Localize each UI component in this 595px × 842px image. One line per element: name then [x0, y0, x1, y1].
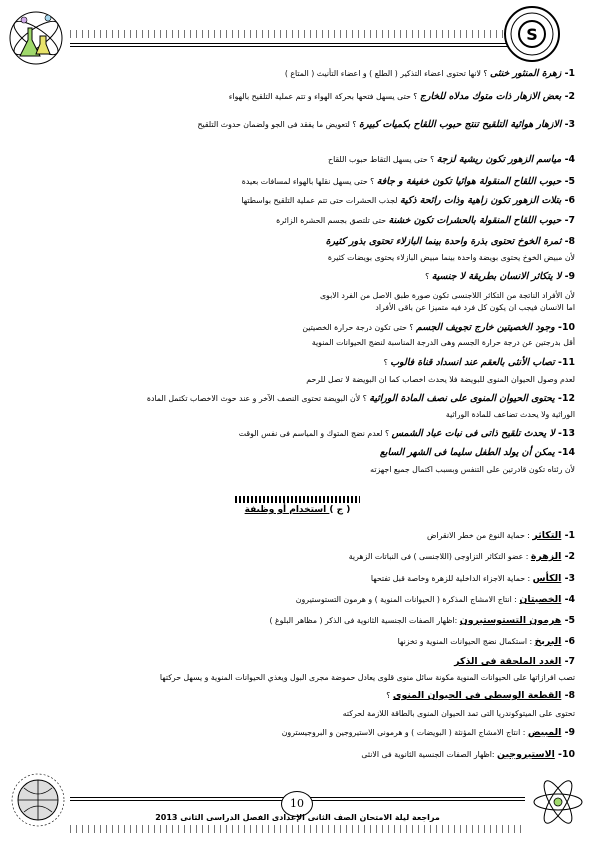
page-number: 10	[281, 791, 313, 817]
section-label: استخدام أو وظيفة	[244, 505, 330, 515]
item-number: 4-	[561, 594, 575, 605]
item-text: ؟ حتى يسهل نقلها بالهواء لمسافات بعيدة	[241, 177, 377, 186]
explanation-line	[15, 68, 575, 79]
item-text: ؟ لأن البويضة تحتوى النصف الآخر و عند حوث الاخصاب تكتمل المادة	[146, 394, 370, 403]
item-text: ؟ حتى تكون درجة حرارة الخصيتين	[302, 323, 416, 332]
use-line	[15, 594, 575, 605]
explanation-line	[15, 374, 575, 385]
item-number: 1-	[561, 530, 575, 541]
explanation-line	[15, 271, 575, 282]
explanation-line	[15, 302, 575, 313]
item-term: تصاب الأنثى بالعقم عند انسداد قناة فالوب	[390, 357, 555, 368]
explanation-line	[15, 154, 575, 165]
item-number: 3-	[561, 119, 575, 130]
use-line	[15, 749, 575, 760]
footer-text: مراجعة ليلة الامتحان الصف الثانى الإعدادى الفصل الدراسى الثانى 2013	[155, 813, 440, 822]
explanation-line	[15, 322, 575, 333]
item-text: : انتاج الامشاج المؤنثة ( البويضات ) و هرمونى الاستيروجين و البروجيسترون	[281, 728, 528, 737]
item-number: 14-	[554, 447, 575, 458]
item-text: ؟	[425, 272, 432, 281]
item-text: لأن رئتاه تكون قادرتين على التنفس وبسبب اكتمال جميع اجهزته	[370, 465, 575, 474]
use-line	[15, 708, 575, 719]
item-term: الغدد الملحقة فى الذكر	[454, 656, 562, 667]
explanation-line	[15, 447, 575, 458]
item-number: 13-	[554, 428, 575, 439]
item-text: ؟ لتعويض ما يفقد فى الجو ولضمان حدوث التلقيح	[197, 120, 360, 129]
item-text: أقل بدرجتين عن درجة حرارة الجسم وهى الدرجة المناسبة لنضج الحيوانات المنوية	[311, 338, 575, 347]
section-heading-text	[235, 505, 360, 515]
item-number: 3-	[561, 573, 575, 584]
item-term: زهرة المنثور خنثى	[490, 68, 562, 79]
explanation-line	[15, 91, 575, 102]
item-number: 5-	[561, 176, 575, 187]
section-heading	[235, 496, 360, 522]
globe-logo-icon	[8, 770, 68, 830]
item-text: الوراثية ولا يحدث تضاعف للمادة الوراثية	[445, 410, 575, 419]
explanation-line	[15, 236, 575, 247]
item-term: وجود الخصيتين خارج تجويف الجسم	[415, 322, 555, 333]
item-term: يحتوى الحيوان المنوى على نصف المادة الوراثية	[369, 393, 555, 404]
item-text: ؟ حتى يسهل التقاط حبوب اللقاح	[328, 155, 437, 164]
item-text: : عضو التكاثر التزاوجى (اللاجنسى ) فى النباتات الزهرية	[348, 552, 531, 561]
item-text: لجذب الحشرات حتى تتم عملية التلقيح بواسطتها	[241, 196, 401, 205]
item-term: التكاثر	[532, 530, 562, 541]
item-number: 6-	[561, 636, 575, 647]
explanation-line	[15, 393, 575, 404]
use-line	[15, 656, 575, 667]
explanation-line	[15, 290, 575, 301]
school-seal-logo-icon	[502, 4, 562, 64]
item-term: الخصيتان	[519, 594, 562, 605]
item-number: 5-	[561, 615, 575, 626]
item-text: :اظهار الصفات الجنسية الثانوية فى الانثى	[361, 750, 498, 759]
explanation-line	[15, 357, 575, 368]
item-term: يمكن أن يولد الطفل سليما فى الشهر السابع	[379, 447, 555, 458]
item-text: ؟	[386, 691, 393, 700]
item-text: لأن مبيض الخوخ يحتوى بويضة واحدة بينما مبيض البازلاء يحتوى بويضات كثيرة	[327, 253, 575, 262]
section-letter: ( ج )	[329, 505, 351, 515]
item-text: تحتوى على الميتوكوندريا التى تمد الحيوان المنوى بالطاقة اللازمة لحركته	[342, 709, 575, 718]
item-number: 1-	[561, 68, 575, 79]
explanation-line	[15, 119, 575, 130]
item-text: ؟	[383, 358, 391, 367]
science-flask-logo-icon	[6, 8, 66, 68]
item-term: هرمون التستوستيرون	[459, 615, 562, 626]
item-text: لعدم وصول الحيوان المنوى للبويضة فلا يحدث اخصاب كما ان البويضة لا تصل للرحم	[306, 375, 575, 384]
item-number: 10-	[554, 322, 575, 333]
item-term: لا يحدث تلقيح ذاتى فى نبات عباد الشمس	[391, 428, 555, 439]
header-dotted-border	[70, 30, 525, 38]
item-number: 7-	[561, 656, 575, 667]
item-term: بعض الازهار ذات متوك مدلاه للخارج	[419, 91, 562, 102]
item-number: 12-	[554, 393, 575, 404]
item-text: ؟ حتى يسهل فتحها بحركة الهواء و تتم عملية التلقيح بالهواء	[228, 92, 420, 101]
item-text: : حماية الاجزاء الداخلية للزهرة وخاصة قبل تفتحها	[370, 574, 533, 583]
item-number: 8-	[561, 690, 575, 701]
item-term: حبوب اللقاح المنقولة بالحشرات تكون خشنة	[388, 215, 562, 226]
use-line	[15, 573, 575, 584]
use-line	[15, 727, 575, 738]
item-text: : انتاج الامشاج المذكرة ( الحيوانات المنوية ) و هرمون التستوستيرون	[295, 595, 520, 604]
explanation-line	[15, 464, 575, 475]
section-dotted-bar	[235, 496, 360, 503]
item-text: :اظهار الصفات الجنسية الثانوية فى الذكر ( مظاهر البلوغ )	[269, 616, 460, 625]
item-number: 9-	[561, 271, 575, 282]
item-term: مياسم الزهور تكون ريشية لزجة	[436, 154, 562, 165]
use-line	[15, 615, 575, 626]
item-number: 9-	[561, 727, 575, 738]
item-term: الازهار هوائية التلقيح تنتج حبوب اللقاح بكميات كبيرة	[359, 119, 562, 130]
use-line	[15, 636, 575, 647]
item-number: 2-	[561, 551, 575, 562]
explanation-line	[15, 337, 575, 348]
use-line	[15, 672, 575, 683]
item-text: اما الانسان فيجب ان يكون كل فرد فيه متميزا عن باقى الأفراد	[375, 303, 575, 312]
item-text: ؟ لانها تحتوى اعضاء التذكير ( الطلع ) و اعضاء التأنيث ( المتاع )	[284, 69, 491, 78]
explanation-line	[15, 176, 575, 187]
explanation-line	[15, 215, 575, 226]
use-line	[15, 551, 575, 562]
item-term: الاستيروجين	[497, 749, 555, 760]
item-term: الزهرة	[530, 551, 562, 562]
item-term: حبوب اللقاح المنقولة هوائيا تكون خفيفة و جافة	[376, 176, 562, 187]
use-line	[15, 530, 575, 541]
item-text: : حماية النوع من خطر الانقراض	[427, 531, 533, 540]
item-term: الكأس	[532, 573, 562, 584]
item-term: ثمرة الخوخ تحتوى بذرة واحدة بينما البازلاء تحتوى بذور كثيرة	[325, 236, 562, 247]
item-term: بتلات الزهور تكون زاهية وذات رائحة ذكية	[400, 195, 562, 206]
atom-logo-icon	[528, 772, 588, 832]
item-text: : استكمال نضج الحيوانات المنوية و تخزنها	[397, 637, 535, 646]
item-number: 11-	[554, 357, 575, 368]
item-term: القطعة الوسطى فى الحيوان المنوى	[392, 690, 562, 701]
use-line	[15, 690, 575, 701]
header-rule	[70, 43, 525, 47]
explanation-line	[15, 252, 575, 263]
explanation-line	[15, 428, 575, 439]
explanation-line	[15, 195, 575, 206]
item-text: تصب افرازاتها على الحيوانات المنوية مكونة سائل منوى قلوى يعادل حموضة مجرى البول ويغذي الحيوانات المنوية و يسهل حركتها	[159, 673, 575, 682]
item-term: لا يتكاثر الانسان بطريقة لا جنسية	[431, 271, 562, 282]
item-text: لأن الأفراد الناتجة من التكاثر اللاجنسى تكون صورة طبق الاصل من الفرد الابوى	[319, 291, 575, 300]
footer-dotted-border	[70, 825, 525, 833]
item-number: 7-	[561, 215, 575, 226]
item-number: 8-	[561, 236, 575, 247]
item-number: 2-	[561, 91, 575, 102]
item-number: 10-	[554, 749, 575, 760]
svg-text:S: S	[526, 25, 538, 44]
item-term: المبيض	[527, 727, 562, 738]
explanation-line	[15, 409, 575, 420]
item-number: 4-	[561, 154, 575, 165]
item-term: البربخ	[534, 636, 562, 647]
item-text: ؟ لعدم نضج المتوك و المياسم فى نفس الوقت	[238, 429, 392, 438]
item-text: حتى تلتصق بجسم الحشرة الزائرة	[276, 216, 389, 225]
item-number: 6-	[561, 195, 575, 206]
